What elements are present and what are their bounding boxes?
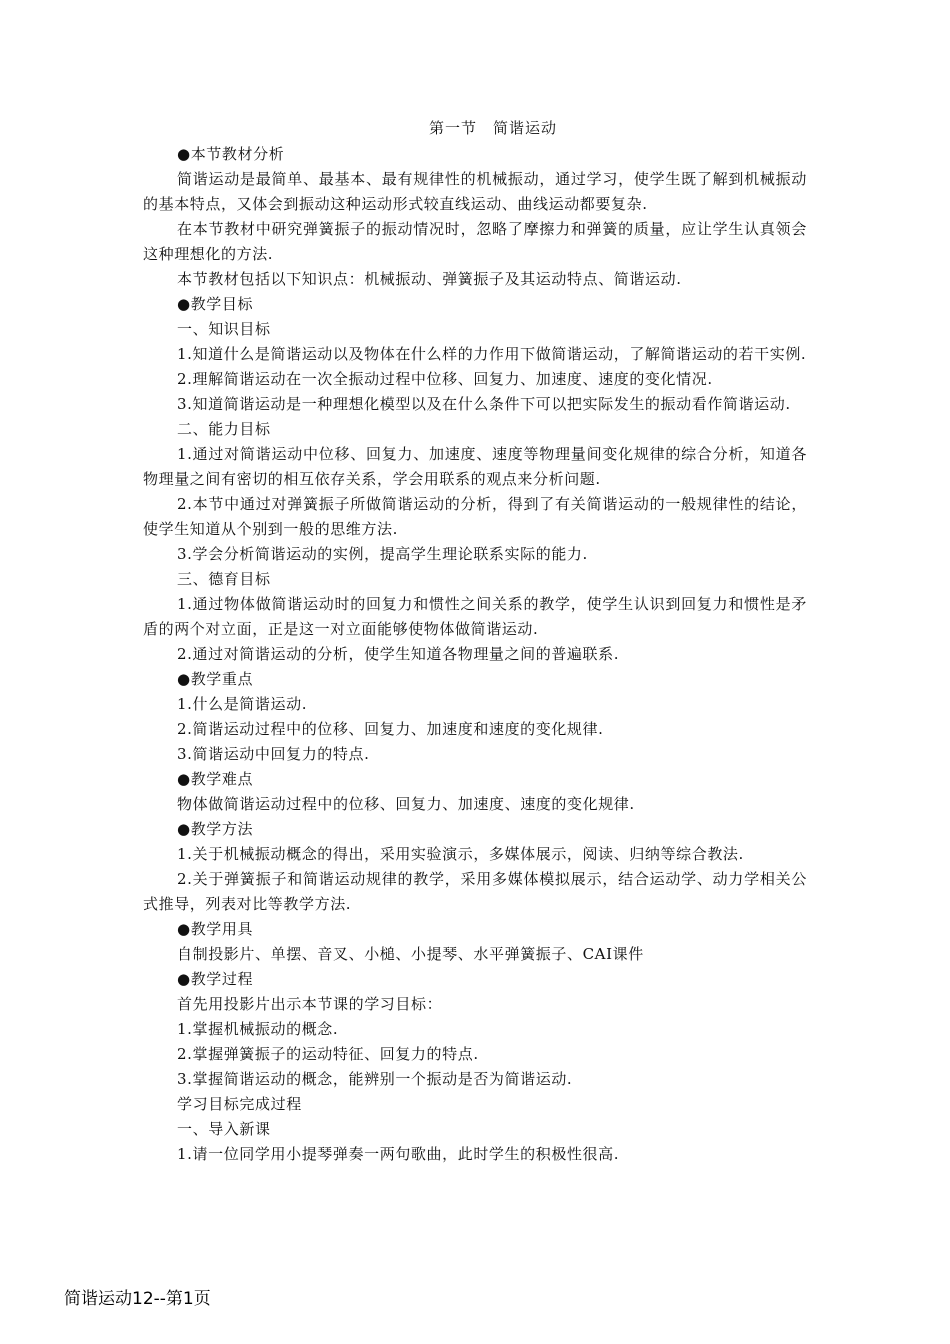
- paragraph: 简谐运动是最简单、最基本、最有规律性的机械振动，通过学习，使学生既了解到机械振动的基本特点，又体会到振动这种运动形式较直线运动、曲线运动都要复杂.: [143, 170, 807, 213]
- paragraph: 3.简谐运动中回复力的特点.: [177, 745, 370, 763]
- paragraph: 一、知识目标: [177, 320, 271, 338]
- document-body: [143, 142, 807, 1167]
- paragraph: 物体做简谐运动过程中的位移、回复力、加速度、速度的变化规律.: [177, 795, 635, 813]
- paragraph: 2.通过对简谐运动的分析，使学生知道各物理量之间的普遍联系.: [177, 645, 620, 663]
- paragraph: ●教学难点: [177, 770, 254, 788]
- paragraph: ●教学用具: [177, 920, 254, 938]
- paragraph: 1.掌握机械振动的概念.: [177, 1020, 339, 1038]
- paragraph: 2.理解简谐运动在一次全振动过程中位移、回复力、加速度、速度的变化情况.: [177, 370, 713, 388]
- page-footer: 简谐运动12--第1页: [64, 1289, 211, 1309]
- paragraph: 在本节教材中研究弹簧振子的振动情况时，忽略了摩擦力和弹簧的质量，应让学生认真领会这种理想化的方法.: [143, 220, 807, 263]
- paragraph: 本节教材包括以下知识点：机械振动、弹簧振子及其运动特点、简谐运动.: [177, 270, 682, 288]
- paragraph: 3.学会分析简谐运动的实例，提高学生理论联系实际的能力.: [177, 545, 588, 563]
- paragraph: 1.通过对简谐运动中位移、回复力、加速度、速度等物理量间变化规律的综合分析，知道各物理量之间有密切的相互依存关系，学会用联系的观点来分析问题.: [143, 445, 807, 488]
- paragraph: 自制投影片、单摆、音叉、小槌、小提琴、水平弹簧振子、CAI课件: [177, 945, 644, 963]
- paragraph: ●本节教材分析: [177, 145, 285, 163]
- paragraph: 学习目标完成过程: [177, 1095, 302, 1113]
- paragraph: 二、能力目标: [177, 420, 271, 438]
- paragraph: 1.通过物体做简谐运动时的回复力和惯性之间关系的教学，使学生认识到回复力和惯性是矛盾的两个对立面，正是这一对立面能够使物体做简谐运动.: [143, 595, 807, 638]
- paragraph: 1.知道什么是简谐运动以及物体在什么样的力作用下做简谐运动，了解简谐运动的若干实例.: [177, 345, 807, 363]
- paragraph: 2.简谐运动过程中的位移、回复力、加速度和速度的变化规律.: [177, 720, 604, 738]
- paragraph: 2.关于弹簧振子和简谐运动规律的教学，采用多媒体模拟展示，结合运动学、动力学相关公式推导，列表对比等教学方法.: [143, 870, 807, 913]
- paragraph: 2.本节中通过对弹簧振子所做简谐运动的分析，得到了有关简谐运动的一般规律性的结论，使学生知道从个别到一般的思维方法.: [143, 495, 807, 538]
- paragraph: ●教学过程: [177, 970, 254, 988]
- paragraph: 一、导入新课: [177, 1120, 271, 1138]
- paragraph: ●教学重点: [177, 670, 254, 688]
- paragraph: ●教学目标: [177, 295, 254, 313]
- paragraph: 2.掌握弹簧振子的运动特征、回复力的特点.: [177, 1045, 479, 1063]
- page-title: 第一节 简谐运动: [428, 119, 557, 137]
- paragraph: 3.掌握简谐运动的概念，能辨别一个振动是否为简谐运动.: [177, 1070, 573, 1088]
- paragraph: 三、德育目标: [177, 570, 271, 588]
- paragraph: 1.请一位同学用小提琴弹奏一两句歌曲，此时学生的积极性很高.: [177, 1145, 620, 1163]
- paragraph: 1.什么是简谐运动.: [177, 695, 308, 713]
- paragraph: ●教学方法: [177, 820, 254, 838]
- paragraph: 3.知道简谐运动是一种理想化模型以及在什么条件下可以把实际发生的振动看作简谐运动.: [177, 395, 791, 413]
- paragraph: 1.关于机械振动概念的得出，采用实验演示，多媒体展示，阅读、归纳等综合教法.: [177, 845, 744, 863]
- paragraph: 首先用投影片出示本节课的学习目标：: [177, 995, 443, 1013]
